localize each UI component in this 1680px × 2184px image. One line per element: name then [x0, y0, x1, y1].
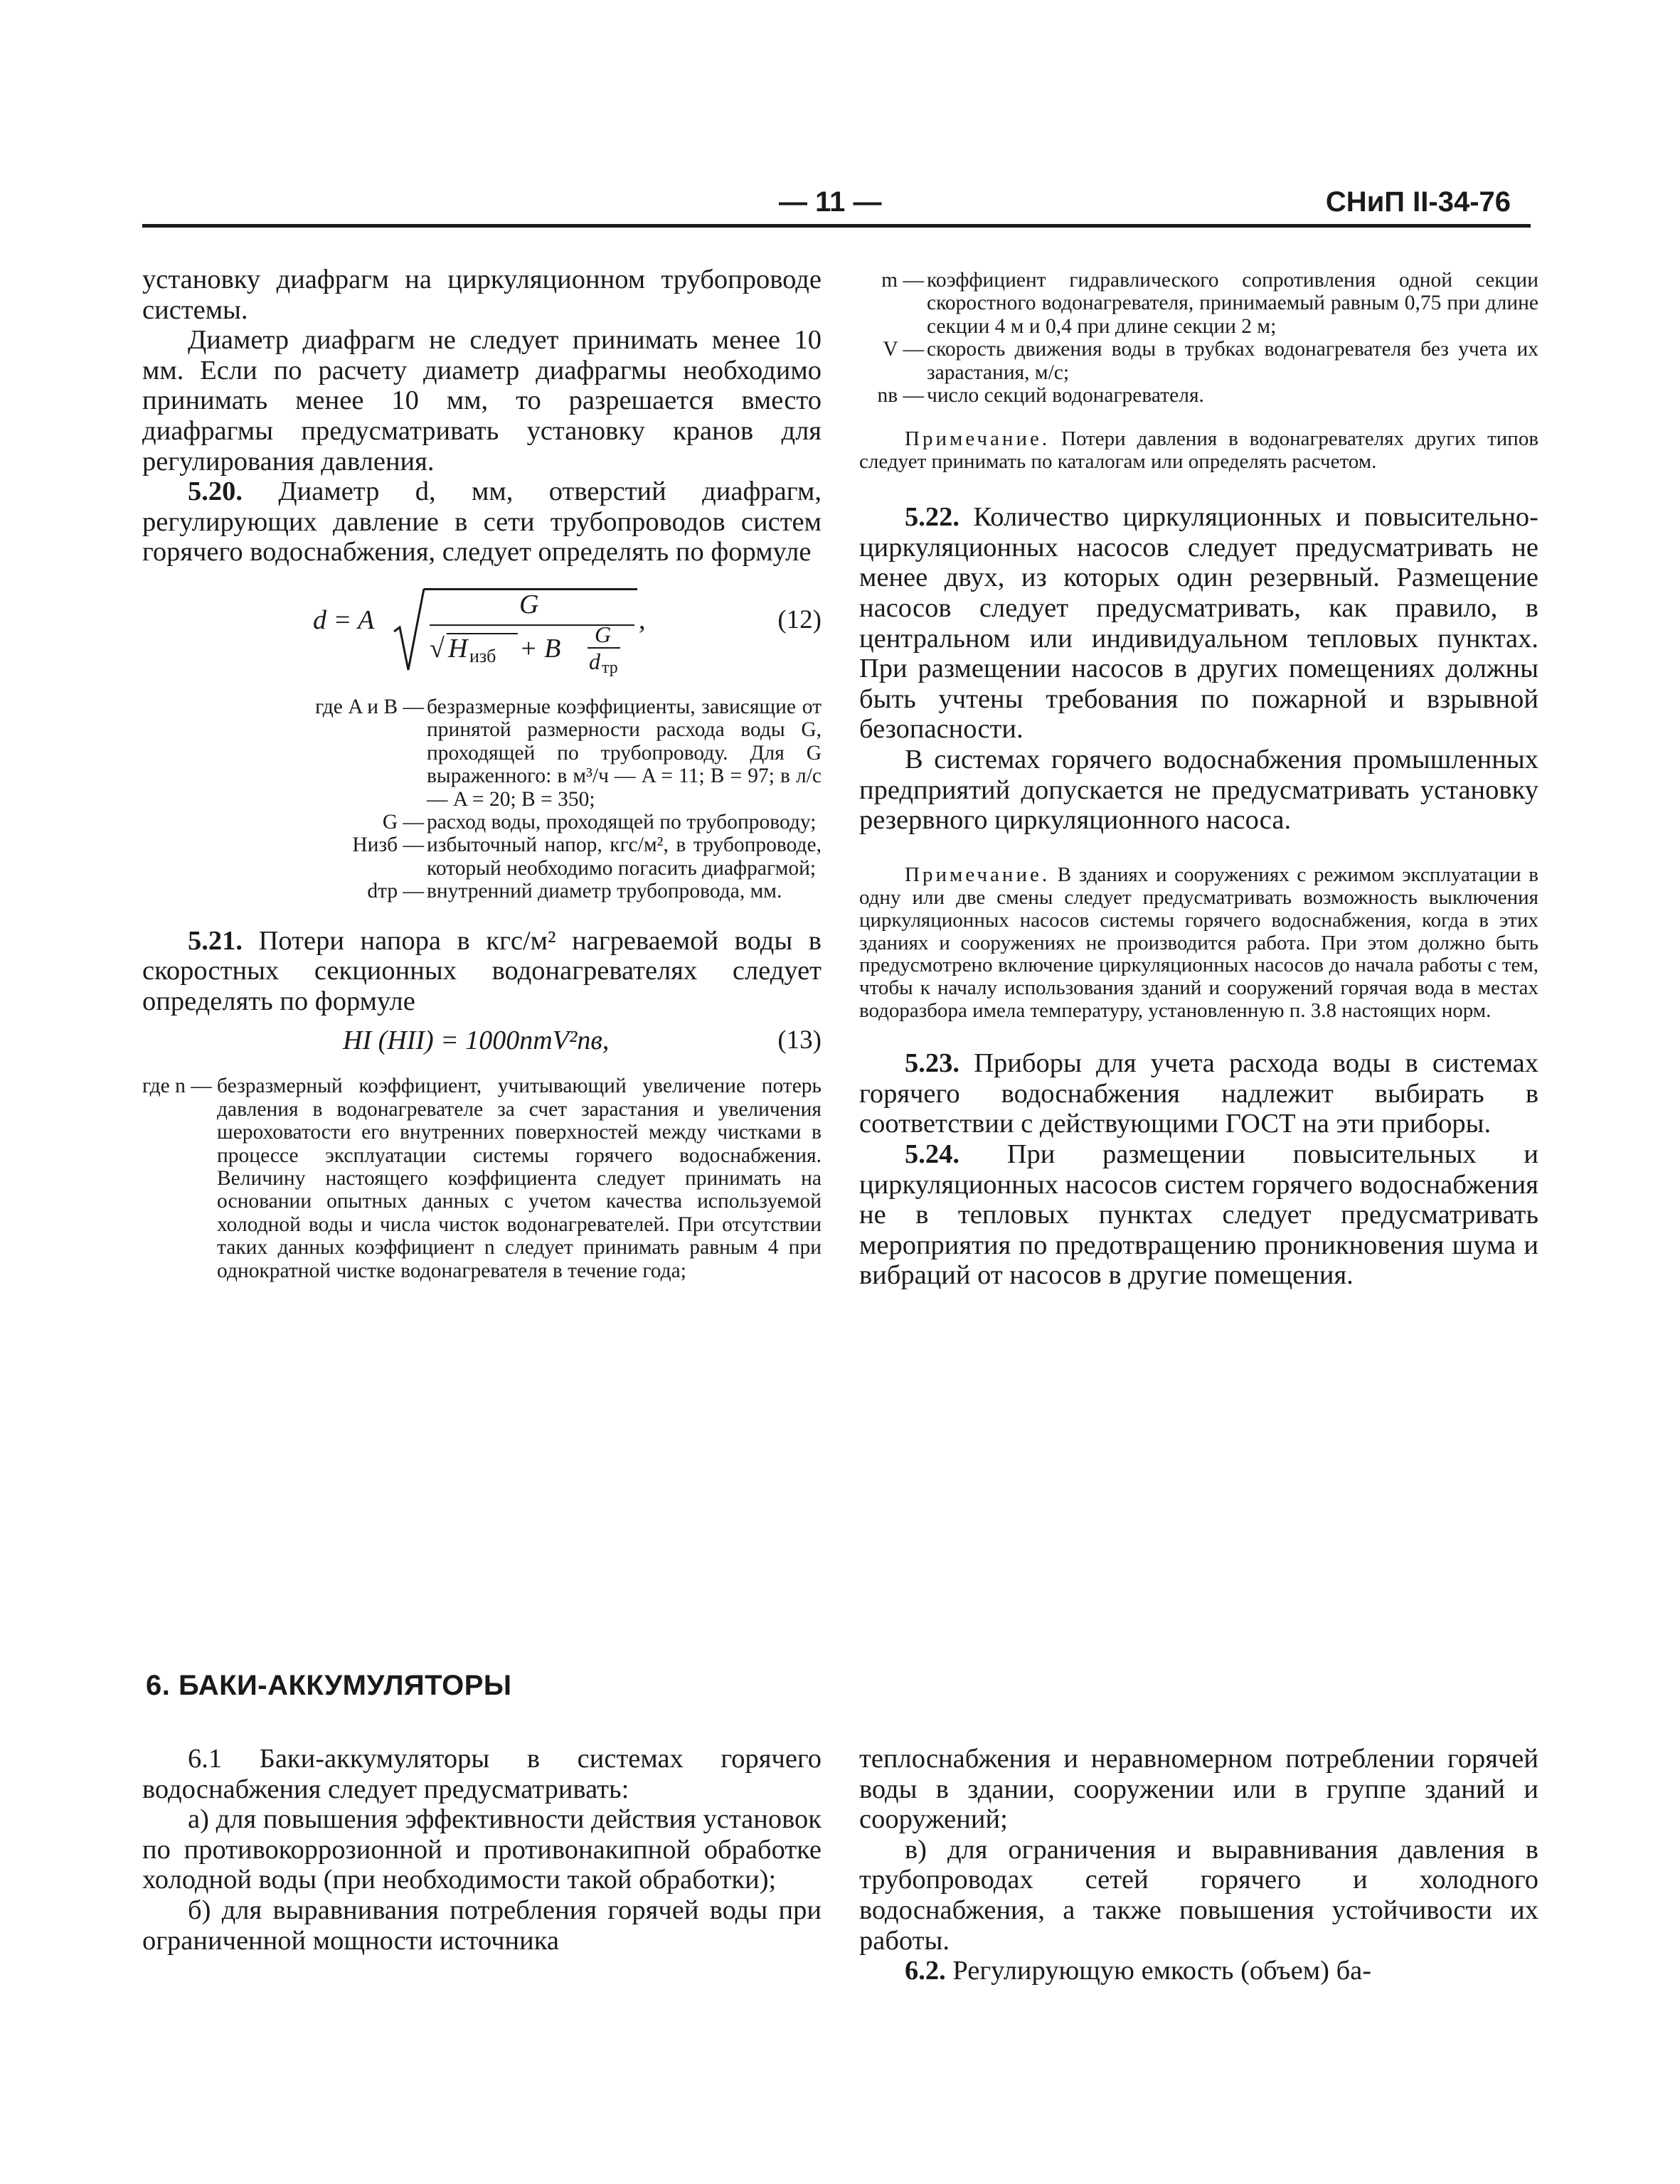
formula-13: [142, 1021, 822, 1062]
note-2: [859, 864, 1538, 1023]
def-desc: безразмерные коэффициенты, зависящие от принятой размерности расхода воды G, проходящей по трубопроводу. Для G выраженного: в м³/ч — A = 11; B = 97; в л/с — A = 20; B = 350;: [427, 695, 822, 811]
clause-number: 5.22.: [905, 502, 959, 533]
def-term: Hизб —: [352, 833, 424, 857]
definitions-12: [142, 696, 822, 903]
formula-h-sub: изб: [469, 645, 496, 666]
note-label: Примечание.: [905, 427, 1051, 451]
clause-5-24: [859, 1139, 1538, 1291]
formula-plus-b: + B: [519, 633, 561, 664]
def-term: V —: [883, 338, 924, 361]
formula-numerator: G: [519, 589, 539, 619]
note-label: Примечание.: [905, 863, 1051, 886]
left-column: [142, 265, 822, 1282]
note-text: Потери давления в водонагревателях других типов следует принимать по каталогам или определять расчетом.: [859, 427, 1539, 474]
def-term: dтр —: [367, 880, 424, 903]
def-desc: внутренний диаметр трубопровода, мм.: [427, 880, 782, 903]
clause-5-22: [859, 502, 1538, 745]
def-term: G —: [382, 810, 424, 833]
clause-text: Приборы для учета расхода воды в системах горячего водоснабжения надлежит выбирать в соответствии с действующими ГОСТ на эти приборы.: [859, 1048, 1539, 1139]
clause-text: Регулирующую емкость (объем) ба-: [952, 1956, 1372, 1986]
equation-number-13: (13): [777, 1026, 822, 1055]
clause-number: 5.20.: [188, 476, 243, 507]
clause-text: Диаметр d, мм, отверстий диафрагм, регулирующих давление в сети трубопроводов систем горячего водоснабжения, следует определять по формуле: [142, 476, 822, 568]
formula-inner-den: d: [589, 648, 600, 674]
def-desc: скорость движения воды в трубках водонагревателя без учета их зарастания, м/с;: [927, 338, 1538, 384]
page-number: — 11 —: [779, 186, 882, 218]
clause-text: Количество циркуляционных и повысительно-циркуляционных насосов следует предусматривать не менее двух, из которых один резервный. Размещение насосов следует предусматривать, как правило, в центральном или индивидуальном тепловых пунктах. При размещении насосов в других помещениях должны быть учтены требования по пожарной и взрывной безопасности.: [859, 502, 1538, 745]
clause-number: 5.24.: [905, 1139, 959, 1169]
def-term: nв —: [877, 384, 924, 407]
formula-comma: ,: [639, 604, 646, 635]
header-rule: [142, 224, 1531, 228]
clause-5-21: [142, 926, 822, 1017]
clause-number: 6.1: [188, 1744, 223, 1774]
paragraph-continuation: установку диафрагм на циркуляционном трубопроводе системы.: [142, 265, 822, 325]
clause-text: Баки-аккумуляторы в системах горячего водоснабжения следует предусматривать:: [142, 1744, 822, 1804]
clause-6-1: [142, 1744, 822, 1804]
sqrt-small: √: [430, 633, 445, 664]
document-code: СНиП II-34-76: [1325, 186, 1511, 218]
def-desc: безразмерный коэффициент, учитывающий увеличение потерь давления в водонагревателе за счет зарастания и увеличения шероховатости его внутренних поверхностей между чистками в процессе эксплуатации системы горячего водоснабжения. Величину настоящего коэффициента следует принимать на основании опытных данных с учетом качества используемой холодной воды и числа чисток водонагревателей. При отсутствии таких данных коэффициент n следует принимать равным 4 при однократной чистке водонагревателя в течение года;: [217, 1075, 822, 1282]
clause-6-2: [859, 1956, 1538, 1986]
list-item-b: б) для выравнивания потребления горячей воды при ограниченной мощности источника: [142, 1895, 822, 1956]
note-text: В зданиях и сооружениях с режимом эксплуатации в одну или две смены следует предусматривать возможность выключения циркуляционных насосов системы горячего водоснабжения, когда в этих зданиях и сооружениях не производится работа. При этом должно быть предусмотрено включение циркуляционных насосов до начала работы с тем, чтобы к началу использования зданий и сооружений горячая вода в местах водоразбора имела температуру, установленную п. 3.8 настоящих норм.: [859, 863, 1539, 1023]
section-6-title: 6. БАКИ-АККУМУЛЯТОРЫ: [146, 1670, 512, 1701]
def-term: m —: [881, 269, 924, 292]
section-6-left: [142, 1744, 822, 1956]
formula-12: [142, 575, 822, 681]
section-6-right: [859, 1744, 1538, 1986]
note-1: [859, 428, 1538, 474]
clause-text: Потери напора в кгс/м² нагреваемой воды в скоростных секционных водонагревателях следует определять по формуле: [142, 925, 822, 1016]
def-term: где n —: [142, 1075, 212, 1098]
equation-number-12: (12): [777, 604, 822, 634]
formula-h: H: [448, 633, 468, 664]
def-term: где A и B —: [315, 695, 424, 718]
def-desc: коэффициент гидравлического сопротивления одной секции скоростного водонагревателя, принимаемый равным 0,75 при длине секции 4 м и 0,4 при длине секции 2 м;: [927, 269, 1538, 338]
formula-inner-num: G: [595, 621, 612, 647]
clause-number: 5.21.: [188, 925, 243, 956]
paragraph-diaphragm-diameter: Диаметр диафрагм не следует принимать менее 10 мм. Если по расчету диаметр диафрагмы необходимо принимать менее 10 мм, то разрешается вместо диафрагмы предусматривать установку кранов для регулирования давления.: [142, 325, 822, 476]
list-item-b-continued: теплоснабжения и неравномерном потреблении горячей воды в здании, сооружении или в группе зданий и сооружений;: [859, 1744, 1538, 1835]
clause-text: При размещении повысительных и циркуляционных насосов систем горячего водоснабжения не в тепловых пунктах следует предусматривать мероприятия по предотвращению проникновения шума и вибраций от насосов в другие помещения.: [859, 1139, 1538, 1291]
list-item-v: в) для ограничения и выравнивания давления в трубопроводах сетей горячего и холодного водоснабжения, а также повышения устойчивости их работы.: [859, 1834, 1538, 1956]
clause-number: 6.2.: [905, 1956, 946, 1986]
formula-inner-den-sub: тр: [602, 658, 618, 677]
clause-number: 5.23.: [905, 1048, 959, 1079]
list-item-a: а) для повышения эффективности действия установок по противокоррозионной и противонакипной обработке холодной воды (при необходимости такой обработки);: [142, 1804, 822, 1895]
right-column: [859, 269, 1538, 1291]
def-desc: число секций водонагревателя.: [927, 384, 1204, 407]
clause-5-20: [142, 476, 822, 568]
formula-lhs: d = A: [313, 604, 375, 635]
def-desc: расход воды, проходящей по трубопроводу;: [427, 810, 817, 833]
paragraph-industrial: В системах горячего водоснабжения промышленных предприятий допускается не предусматривать установку резервного циркуляционного насоса.: [859, 745, 1538, 836]
clause-5-23: [859, 1048, 1538, 1139]
formula-13-text: HI (HII) = 1000nmV²nв,: [343, 1026, 610, 1056]
radical-sign: [393, 587, 425, 673]
definitions-13-continued: [859, 269, 1538, 407]
definitions-13: [142, 1075, 822, 1282]
def-desc: избыточный напор, кгс/м², в трубопроводе, который необходимо погасить диафрагмой;: [427, 833, 822, 880]
